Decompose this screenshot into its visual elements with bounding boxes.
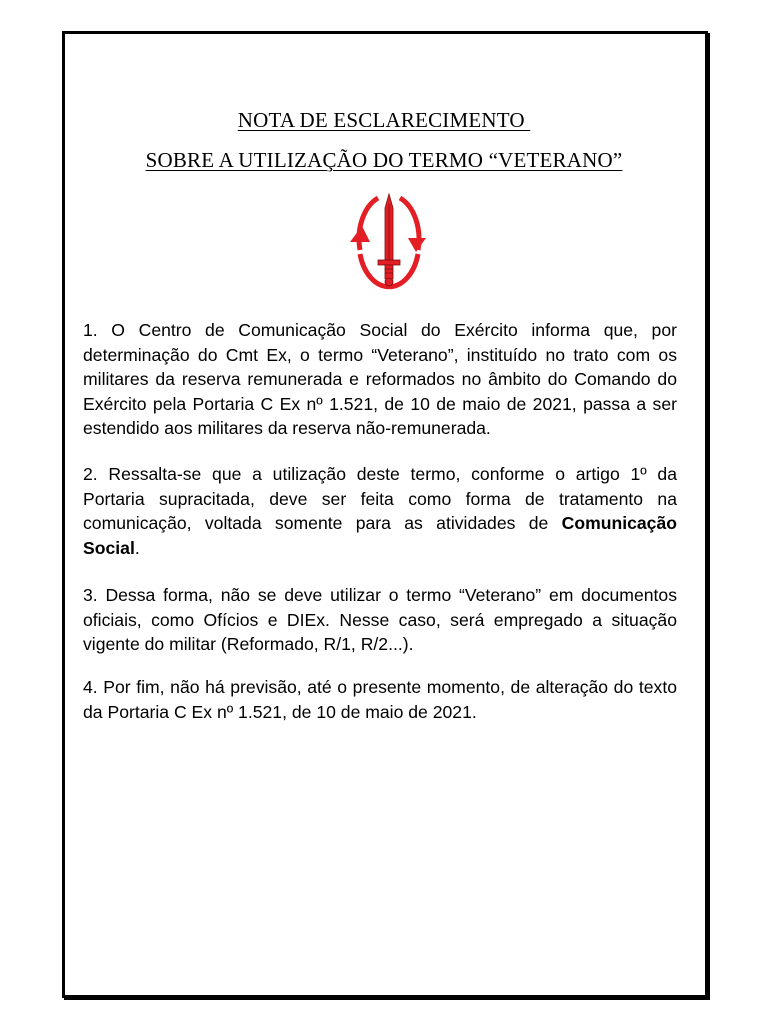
army-emblem-icon [348, 190, 430, 302]
document-title: NOTA DE ESCLARECIMENTO [237, 108, 531, 132]
emblem-sword-grip [385, 265, 393, 279]
paragraph-2-bold-text: Comunicação Social [83, 513, 677, 558]
document-subtitle: SOBRE A UTILIZAÇÃO DO TERMO “VETERANO” [145, 148, 623, 172]
paragraph-4: 4. Por fim, não há previsão, até o presente momento, de alteração do texto da Portaria C Ex nº 1.521, de 10 de maio de 2021. [83, 677, 677, 722]
emblem-arc-left [359, 198, 378, 250]
paragraph-2-text: 2. Ressalta-se que a utilização deste termo, conforme o artigo 1º da Portaria supracitada, deve ser feita como forma de tratamento na comunicação, voltada somente para as atividades de [83, 464, 677, 533]
emblem-sword-pommel [385, 278, 393, 286]
paragraph-2 [83, 462, 677, 560]
paragraph-1: 1. O Centro de Comunicação Social do Exército informa que, por determinação do Cmt Ex, o termo “Veterano”, instituído no trato com os militares da reserva remunerada e reformados no âmbito do Comando do Exército pela Portaria C Ex nº 1.521, de 10 de maio de 2021, passa a ser estendido aos militares da reserva não-remunerada. [83, 320, 677, 438]
emblem-arrow-right [408, 238, 426, 252]
paragraph-3: 3. Dessa forma, não se deve utilizar o termo “Veterano” em documentos oficiais, como Ofícios e DIEx. Nesse caso, será empregado a situação vigente do militar (Reformado, R/1, R/2...). [83, 585, 677, 654]
emblem-sword-guard [378, 260, 400, 265]
paragraph-2-end: . [134, 537, 140, 558]
